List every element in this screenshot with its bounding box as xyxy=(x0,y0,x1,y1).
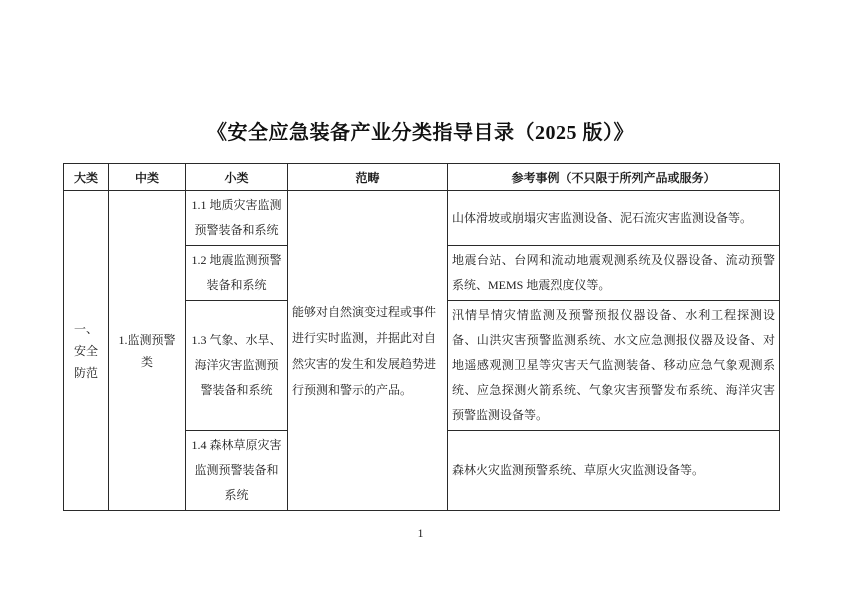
col-header-major: 大类 xyxy=(64,164,109,191)
catalog-table xyxy=(63,163,780,511)
subcategory-cell: 1.3 气象、水旱、海洋灾害监测预警装备和系统 xyxy=(186,301,288,431)
examples-cell: 汛情旱情灾情监测及预警预报仪器设备、水利工程探测设备、山洪灾害预警监测系统、水文应急测报仪器及设备、对地遥感观测卫星等灾害天气监测装备、移动应急气象观测系统、应急探测火箭系统、气象灾害预警发布系统、海洋灾害预警监测设备等。 xyxy=(448,301,780,431)
subcategory-cell: 1.4 森林草原灾害监测预警装备和系统 xyxy=(186,431,288,511)
col-header-scope: 范畴 xyxy=(288,164,448,191)
major-category-label: 一、安全防范 xyxy=(73,321,98,380)
medium-category-cell xyxy=(109,191,186,511)
page-title: 《安全应急装备产业分类指导目录（2025 版）》 xyxy=(207,122,634,144)
col-header-examples: 参考事例（不只限于所列产品或服务） xyxy=(448,164,780,191)
medium-category-label: 1.监测预警类 xyxy=(118,332,176,369)
table-header-row xyxy=(64,164,780,191)
page-number: 1 xyxy=(417,526,424,540)
examples-cell: 地震台站、台网和流动地震观测系统及仪器设备、流动预警系统、MEMS 地震烈度仪等。 xyxy=(448,246,780,301)
subcategory-cell: 1.1 地质灾害监测预警装备和系统 xyxy=(186,191,288,246)
scope-cell: 能够对自然演变过程或事件进行实时监测，并据此对自然灾害的发生和发展趋势进行预测和警示的产品。 xyxy=(288,191,448,511)
examples-cell: 山体滑坡或崩塌灾害监测设备、泥石流灾害监测设备等。 xyxy=(448,191,780,246)
col-header-minor: 小类 xyxy=(186,164,288,191)
major-category-cell xyxy=(64,191,109,511)
table-row xyxy=(64,191,780,246)
subcategory-cell: 1.2 地震监测预警装备和系统 xyxy=(186,246,288,301)
col-header-medium: 中类 xyxy=(109,164,186,191)
examples-cell: 森林火灾监测预警系统、草原火灾监测设备等。 xyxy=(448,431,780,511)
